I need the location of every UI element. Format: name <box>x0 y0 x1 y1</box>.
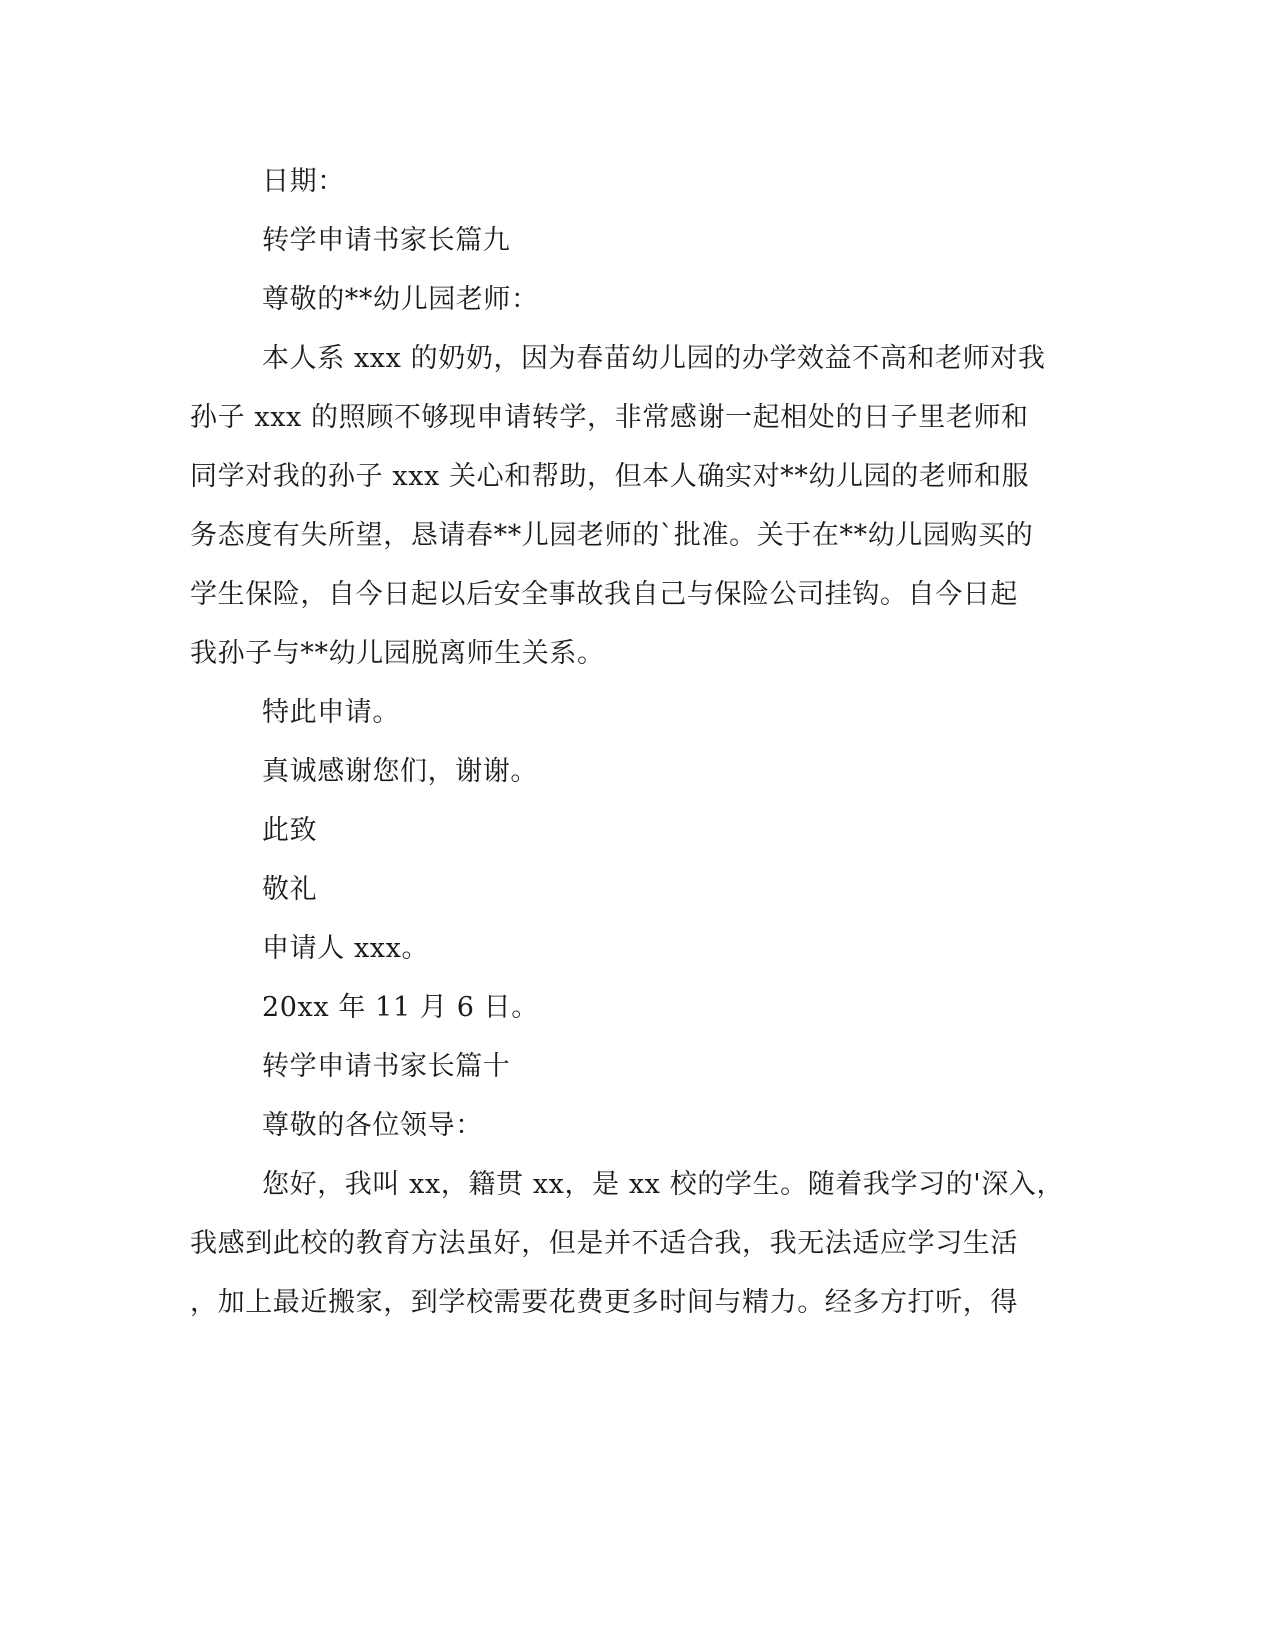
body-line: 同学对我的孙子 xxx 关心和帮助，但本人确实对**幼儿园的老师和服 <box>190 461 1030 492</box>
body-line: 务态度有失所望，恳请春**儿园老师的`批准。关于在**幼儿园购买的 <box>190 520 1034 551</box>
body-line: 学生保险，自今日起以后安全事故我自己与保险公司挂钩。自今日起 <box>190 579 1018 610</box>
section-title-10: 转学申请书家长篇十 <box>262 1051 511 1082</box>
thanks-line: 真诚感谢您们，谢谢。 <box>262 756 538 787</box>
body-line: 本人系 xxx 的奶奶，因为春苗幼儿园的办学效益不高和老师对我 <box>262 343 1046 374</box>
salutation-leaders: 尊敬的各位领导： <box>262 1110 483 1141</box>
body-line: 我感到此校的教育方法虽好，但是并不适合我，我无法适应学习生活 <box>190 1228 1018 1259</box>
salutation-kindergarten: 尊敬的**幼儿园老师： <box>262 284 539 315</box>
closing-jingli: 敬礼 <box>262 874 318 905</box>
body-line: 您好，我叫 xx，籍贯 xx，是 xx 校的学生。随着我学习的'深入， <box>262 1169 1065 1200</box>
body-line: 孙子 xxx 的照顾不够现申请转学，非常感谢一起相处的日子里老师和 <box>190 402 1029 433</box>
closing-line: 特此申请。 <box>262 697 400 728</box>
date-label: 日期： <box>262 166 345 197</box>
signature-date: 20xx 年 11 月 6 日。 <box>262 992 539 1023</box>
closing-zhi: 此致 <box>262 815 318 846</box>
section-title-9: 转学申请书家长篇九 <box>262 225 511 256</box>
body-line: ，加上最近搬家，到学校需要花费更多时间与精力。经多方打听，得 <box>190 1287 1018 1318</box>
body-line: 我孙子与**幼儿园脱离师生关系。 <box>190 638 605 669</box>
applicant-line: 申请人 xxx。 <box>262 933 430 964</box>
